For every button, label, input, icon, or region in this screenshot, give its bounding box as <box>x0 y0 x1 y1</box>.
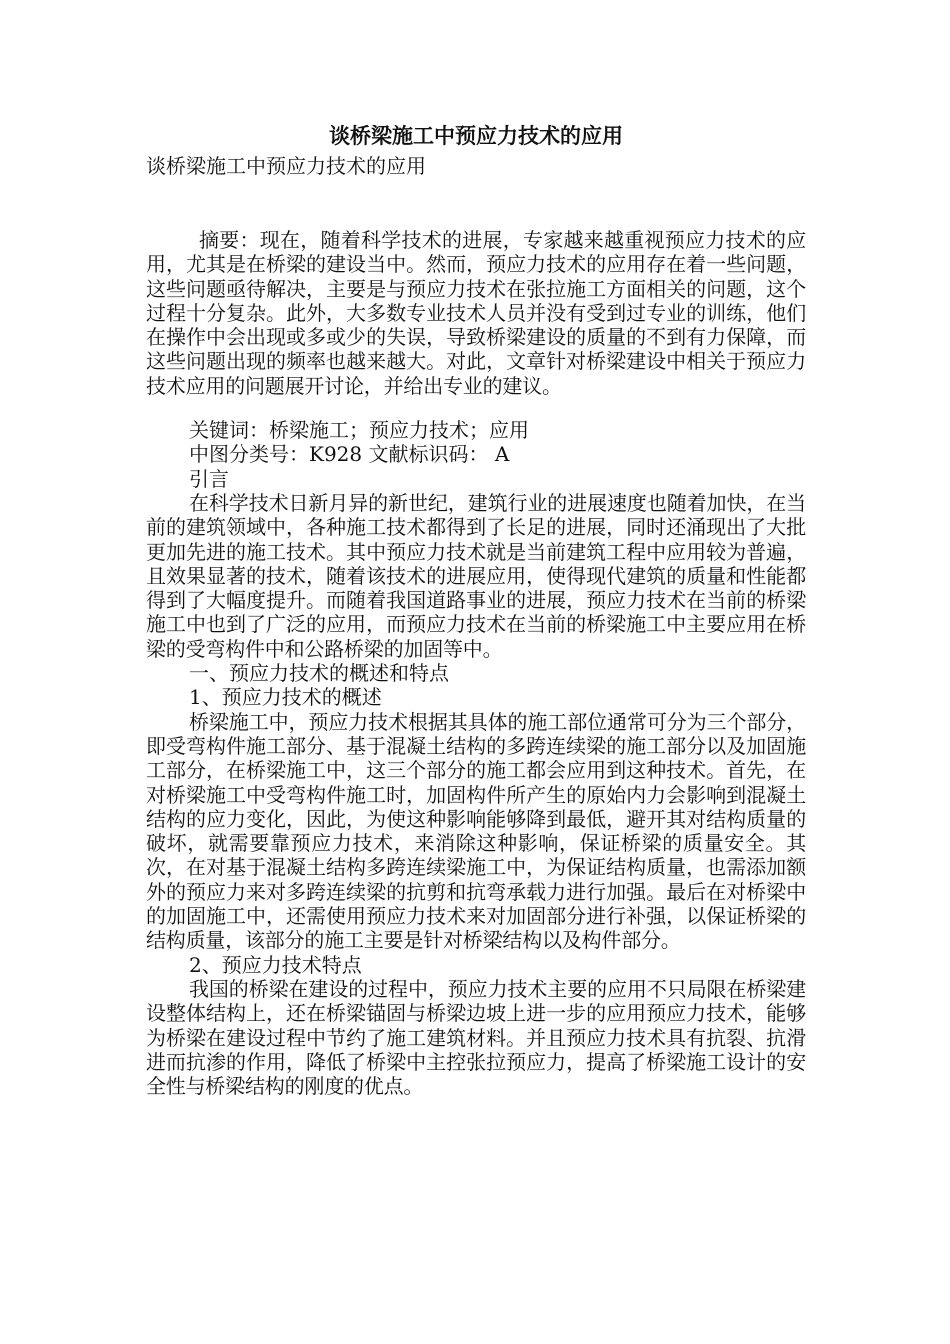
subsection-1-heading: 1、预应力技术的概述 <box>189 685 382 710</box>
section-1-heading: 一、预应力技术的概述和特点 <box>189 661 449 686</box>
subsection-1-paragraph: 桥梁施工中，预应力技术根据其具体的施工部位通常可分为三个部分，即受弯构件施工部分、基于混凝土结构的多跨连续梁的施工部分以及加固施工部分，在桥梁施工中，这三个部分的施工都会应用到这种技术。首先，在对桥梁施工中受弯构件施工时，加固构件所产生的原始内力会影响到混凝土结构的应力变化，因此，为使这种影响能够降到最低，避开其对结构质量的破坏，就需要靠预应力技术，来消除这种影响，保证桥梁的质量安全。其次，在对基于混凝土结构多跨连续梁施工中，为保证结构质量，也需添加额外的预应力来对多跨连续梁的抗剪和抗弯承载力进行加强。最后在对桥梁中的加固施工中，还需使用预应力技术来对加固部分进行补强，以保证桥梁的结构质量，该部分的施工主要是针对桥梁结构以及构件部分。 <box>146 709 806 953</box>
document-subtitle: 谈桥梁施工中预应力技术的应用 <box>146 154 426 178</box>
subsection-2-paragraph: 我国的桥梁在建设的过程中，预应力技术主要的应用不只局限在桥梁建设整体结构上，还在桥梁锚固与桥梁边坡上进一步的应用预应力技术，能够为桥梁在建设过程中节约了施工建筑材料。并且预应力技术具有抗裂、抗滑进而抗渗的作用，降低了桥梁中主控张拉预应力，提高了桥梁施工设计的安全性与桥梁结构的刚度的优点。 <box>146 976 806 1099</box>
document-title: 谈桥梁施工中预应力技术的应用 <box>329 123 623 148</box>
abstract-paragraph: 摘要：现在，随着科学技术的进展，专家越来越重视预应力技术的应用，尤其是在桥梁的建设当中。然而，预应力技术的应用存在着一些问题，这些问题亟待解决，主要是与预应力技术在张拉施工方面相关的问题，这个过程十分复杂。此外，大多数专业技术人员并没有受到过专业的训练，他们在操作中会出现或多或少的失误，导致桥梁建设的质量的不到有力保障，而这些问题出现的频率也越来越大。对此，文章针对桥梁建设中相关于预应力技术应用的问题展开讨论，并给出专业的建议。 <box>146 228 806 398</box>
document-page <box>146 120 806 1098</box>
spacer <box>146 398 806 418</box>
intro-heading: 引言 <box>189 466 229 491</box>
keywords-line: 关键词：桥梁施工；预应力技术；应用 <box>189 418 529 443</box>
subsection-2-heading: 2、预应力技术特点 <box>189 952 362 977</box>
intro-paragraph: 在科学技术日新月异的新世纪，建筑行业的进展速度也随着加快，在当前的建筑领域中，各种施工技术都得到了长足的进展，同时还涌现出了大批更加先进的施工技术。其中预应力技术就是当前建筑工程中应用较为普遍，且效果显著的技术，随着该技术的进展应用，使得现代建筑的质量和性能都得到了大幅度提升。而随着我国道路事业的进展，预应力技术在当前的桥梁施工中也到了广泛的应用，而预应力技术在当前的桥梁施工中主要应用在桥梁的受弯构件中和公路桥梁的加固等中。 <box>146 490 806 661</box>
classification-line: 中图分类号：K928 文献标识码： A <box>189 442 510 467</box>
spacer <box>146 180 806 228</box>
